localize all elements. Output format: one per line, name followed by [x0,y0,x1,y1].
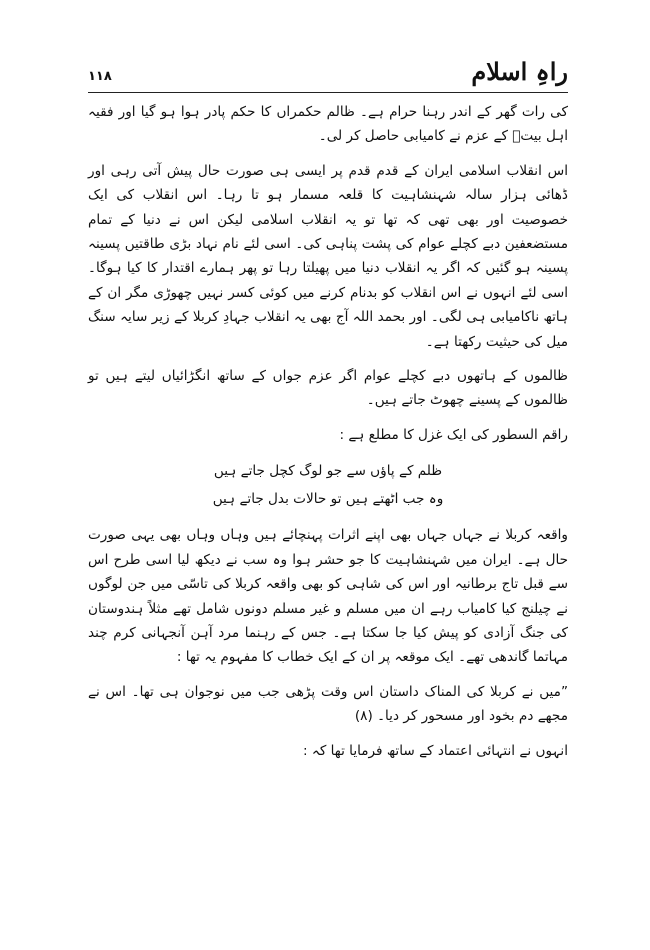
page-number: ۱۱۸ [88,69,112,84]
page-header [88,55,568,95]
page-body [88,100,568,773]
quotation: ”میں نے کربلا کی المناک داستان اس وقت پڑھی جب میں نوجوان ہی تھا۔ اس نے مجھے دم بخود اور مسحور کر دیا۔ (۸) [88,683,568,725]
paragraph: واقعہ کربلا نے جہاں جہاں بھی اپنے اثرات پہنچائے ہیں وہاں وہاں بھی یہی صورت حال ہے۔ ایران میں شہنشاہیت کا جو حشر ہوا وہ سب نے دیکھ لیا اسی طرح اس سے قبل تاج برطانیہ اور اس کی شاہی کو بھی واقعہ کربلا کی تاسّی میں جن لوگوں نے چیلنج کیا کامیاب رہے ان میں مسلم و غیر مسلم دونوں شامل تھے مثلاً ہندوستان کی جنگ آزادی کو پیش کیا جا سکتا ہے۔ جس کے رہنما مرد آہن آنجہانی کرم چند مہاتما گاندھی تھے۔ ایک موقعہ پر ان کے ایک خطاب کا مفہوم یہ تھا : [88,527,568,666]
poetry-verse: وہ جب اٹھتے ہیں تو حالات بدل جاتے ہیں [212,491,444,508]
paragraph: کی رات گھر کے اندر رہنا حرام ہے۔ ظالم حکمراں کا حکم پادر ہوا ہو گیا اور فقیہ اہل بیتؑ کے عزم نے کامیابی حاصل کر لی۔ [88,104,568,145]
paragraph: انہوں نے انتہائی اعتماد کے ساتھ فرمایا تھا کہ : [303,742,568,759]
paragraph: ظالموں کے ہاتھوں دبے کچلے عوام اگر عزم جواں کے ساتھ انگڑائیاں لیتے ہیں تو ظالموں کے پسینے چھوٹ جاتے ہیں۔ [88,368,568,409]
paragraph: اس انقلاب اسلامی ایران کے قدم قدم پر ایسی ہی صورت حال پیش آتی رہی اور ڈھائی ہزار سالہ شہنشاہیت کا قلعہ مسمار ہو تا رہا۔ اس انقلاب کی ایک خصوصیت اور بھی تھی کہ تھا تو یہ انقلاب اسلامی لیکن اس نے دنیا کے تمام مستضعفین دبے کچلے عوام کی پشت پناہی کی۔ اسی لئے نام نہاد بڑی طاقتیں پسینہ پسینہ ہو گئیں کہ اگر یہ انقلاب دنیا میں پھیلتا رہا تو پھر ہمارے اقتدار کا کیا ہوگا۔ اسی لئے انہوں نے اس انقلاب کو بدنام کرنے میں کوئی کسر نہیں چھوڑی مگر ان کے ہاتھ ناکامیابی ہی لگی۔ اور بحمد اللہ آج بھی یہ انقلاب جہادِ کربلا کے زیر سایہ سنگ میل کی حیثیت رکھتا ہے۔ [88,162,568,350]
poetry-verse: ظلم کے پاؤں سے جو لوگ کچل جاتے ہیں [213,463,443,480]
header-rule [88,92,568,93]
running-title: راہِ اسلام [471,57,568,86]
paragraph: راقم السطور کی ایک غزل کا مطلع ہے : [339,426,568,443]
poetry-couplet [88,457,568,513]
